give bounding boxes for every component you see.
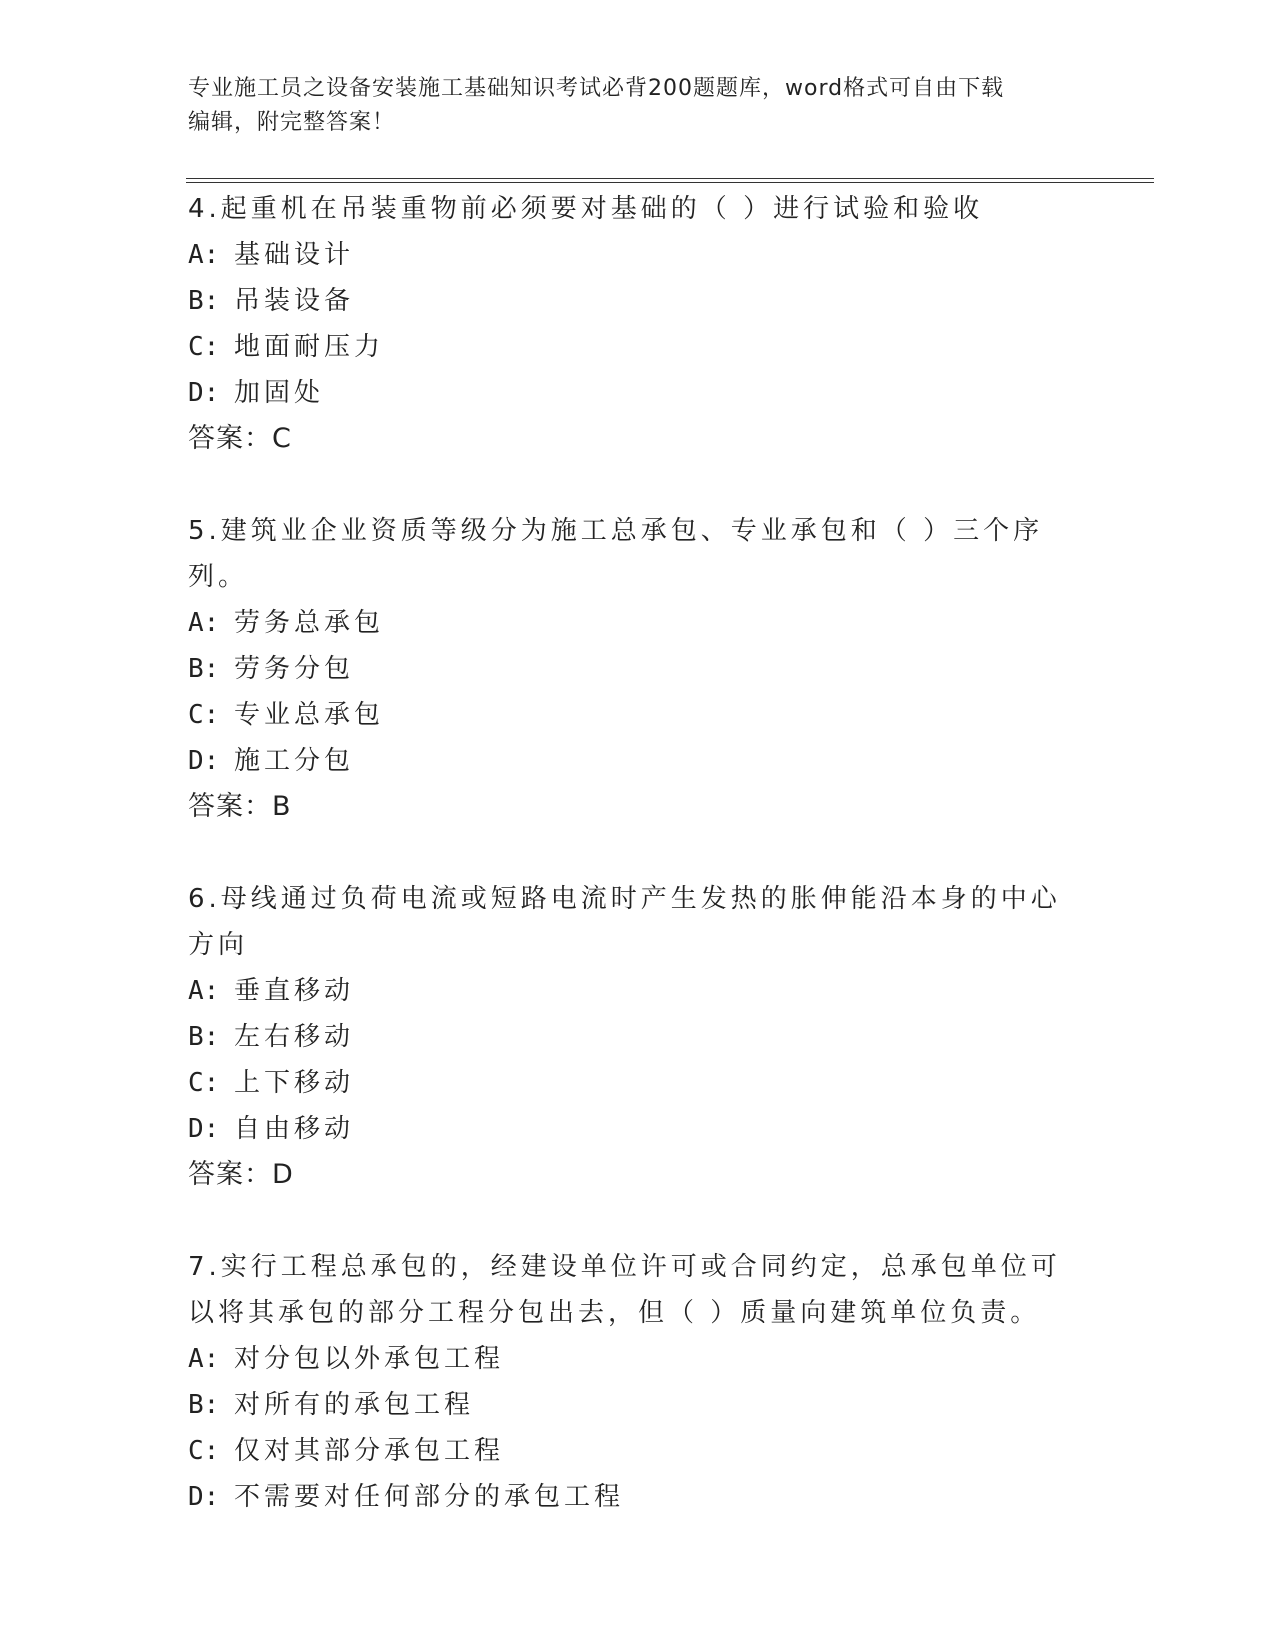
question-stem: 7.实行工程总承包的，经建设单位许可或合同约定，总承包单位可以将其承包的部分工程分包出去，但（ ）质量向建筑单位负责。 — [188, 1252, 1061, 1328]
option-text: 自由移动 — [234, 1114, 355, 1144]
option-b — [188, 1014, 1088, 1060]
question-list — [188, 186, 1088, 1566]
option-a — [188, 232, 1088, 278]
question-7 — [188, 1244, 1088, 1520]
option-text: 专业总承包 — [234, 700, 385, 730]
option-text: 基础设计 — [234, 240, 355, 270]
option-text: 上下移动 — [234, 1068, 355, 1098]
option-text: 垂直移动 — [234, 976, 355, 1006]
option-text: 对分包以外承包工程 — [234, 1344, 505, 1374]
answer-line: 答案：C — [188, 423, 292, 454]
option-d — [188, 1106, 1088, 1152]
option-letter: B: — [188, 1022, 220, 1052]
question-4 — [188, 186, 1088, 462]
option-c — [188, 1060, 1088, 1106]
option-text: 左右移动 — [234, 1022, 355, 1052]
option-letter: C: — [188, 700, 220, 730]
answer-line: 答案：B — [188, 791, 292, 822]
header-divider-bottom — [186, 182, 1154, 183]
option-text: 仅对其部分承包工程 — [234, 1436, 505, 1466]
option-c — [188, 324, 1088, 370]
option-letter: D: — [188, 378, 220, 408]
option-letter: B: — [188, 1390, 220, 1420]
option-text: 不需要对任何部分的承包工程 — [234, 1482, 625, 1512]
option-a — [188, 1336, 1088, 1382]
option-letter: C: — [188, 1436, 220, 1466]
option-b — [188, 278, 1088, 324]
option-d — [188, 370, 1088, 416]
option-letter: A: — [188, 976, 220, 1006]
question-stem: 6.母线通过负荷电流或短路电流时产生发热的胀伸能沿本身的中心方向 — [188, 884, 1061, 960]
answer-line: 答案：D — [188, 1159, 294, 1190]
option-letter: C: — [188, 1068, 220, 1098]
option-letter: D: — [188, 1114, 220, 1144]
option-letter: D: — [188, 1482, 220, 1512]
option-letter: A: — [188, 608, 220, 638]
option-a — [188, 968, 1088, 1014]
option-letter: A: — [188, 240, 220, 270]
option-b — [188, 646, 1088, 692]
question-stem: 5.建筑业企业资质等级分为施工总承包、专业承包和（ ）三个序列。 — [188, 516, 1044, 592]
option-d — [188, 738, 1088, 784]
option-d — [188, 1474, 1088, 1520]
option-text: 吊装设备 — [234, 286, 355, 316]
option-text: 加固处 — [234, 378, 325, 408]
option-text: 地面耐压力 — [234, 332, 385, 362]
option-letter: C: — [188, 332, 220, 362]
question-stem: 4.起重机在吊装重物前必须要对基础的（ ）进行试验和验收 — [188, 194, 984, 224]
option-c — [188, 1428, 1088, 1474]
option-text: 劳务分包 — [234, 654, 355, 684]
header-divider-top — [186, 178, 1154, 179]
option-c — [188, 692, 1088, 738]
option-text: 施工分包 — [234, 746, 355, 776]
header-title-line-1: 专业施工员之设备安装施工基础知识考试必背200题题库，word格式可自由下载 — [188, 76, 1005, 101]
option-text: 对所有的承包工程 — [234, 1390, 475, 1420]
option-text: 劳务总承包 — [234, 608, 385, 638]
option-letter: B: — [188, 654, 220, 684]
question-5 — [188, 508, 1088, 830]
option-a — [188, 600, 1088, 646]
option-b — [188, 1382, 1088, 1428]
header-title-line-2: 编辑，附完整答案！ — [188, 110, 396, 135]
question-6 — [188, 876, 1088, 1198]
option-letter: D: — [188, 746, 220, 776]
option-letter: A: — [188, 1344, 220, 1374]
option-letter: B: — [188, 286, 220, 316]
document-header — [188, 72, 1088, 140]
